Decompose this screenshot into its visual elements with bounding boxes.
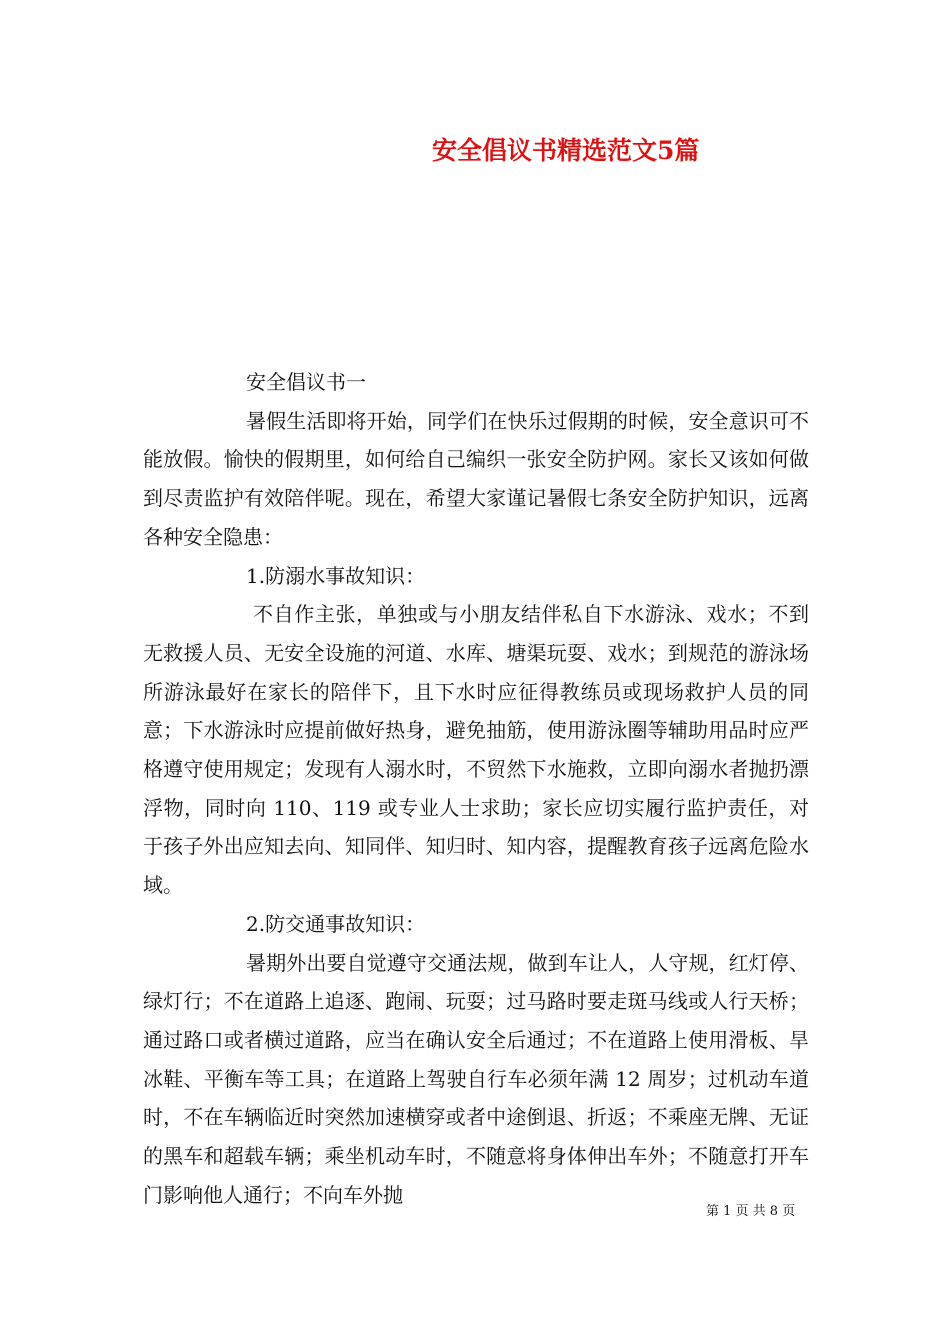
drowning-paragraph: 不自作主张，单独或与小朋友结伴私自下水游泳、戏水；不到无救援人员、无安全设施的河道、水库、塘渠玩耍、戏水；到规范的游泳场所游泳最好在家长的陪伴下，且下水时应征得教练员或现场救护人员的同意；下水游泳时应提前做好热身，避免抽筋，使用游泳圈等辅助用品时应严格遵守使用规定；发现有人溺水时，不贸然下水施救，立即向溺水者抛扔漂浮物，同时向 110、119 或专业人士求助；家长应切实履行监护责任，对于孩子外出应知去向、知同伴、知归时、知内容，提醒教育孩子远离危险水域。 [143, 602, 810, 898]
traffic-paragraph: 暑期外出要自觉遵守交通法规，做到车让人，人守规，红灯停、绿灯行；不在道路上追逐、跑闹、玩耍；过马路时要走斑马线或人行天桥；通过路口或者横过道路，应当在确认安全后通过；不在道路上使用滑板、旱冰鞋、平衡车等工具；在道路上驾驶自行车必须年满 12 周岁；过机动车道时，不在车辆临近时突然加速横穿或者中途倒退、折返；不乘座无牌、无证的黑车和超载车辆；乘坐机动车时，不随意将身体伸出车外；不随意打开车门影响他人通行；不向车外抛 [143, 950, 809, 1207]
document-body [143, 363, 809, 1214]
section-heading-1: 安全倡议书一 [246, 370, 366, 394]
document-title: 安全倡议书精选范文5篇 [432, 136, 700, 165]
subheading-traffic: 2.防交通事故知识： [246, 911, 426, 936]
page-number: 第 1 页 共 8 页 [706, 1204, 796, 1219]
subheading-drowning: 1.防溺水事故知识： [246, 563, 426, 588]
intro-paragraph: 暑假生活即将开始，同学们在快乐过假期的时候，安全意识可不能放假。愉快的假期里，如何给自己编织一张安全防护网。家长又该如何做到尽责监护有效陪伴呢。现在，希望大家谨记暑假七条安全防护知识，远离各种安全隐患： [143, 408, 809, 549]
